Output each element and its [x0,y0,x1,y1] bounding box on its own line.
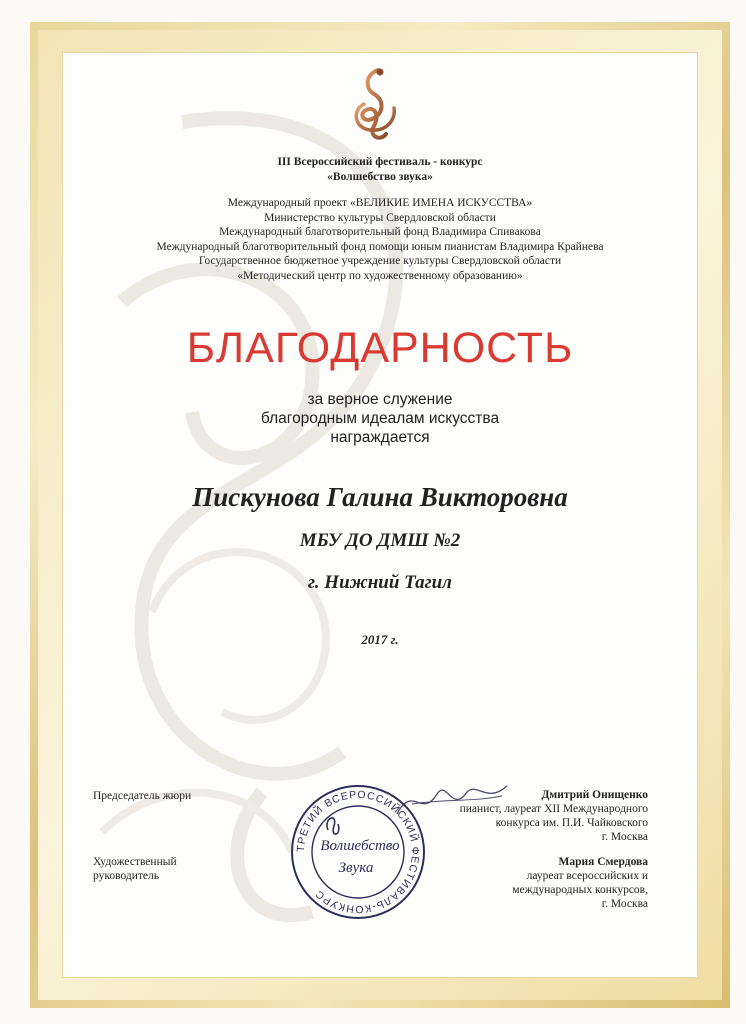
organizer-line: «Методический центр по художественному образованию» [237,269,523,282]
certificate-year: 2017 г. [361,632,399,647]
director-desc-line: лауреат всероссийских и [526,870,648,882]
chair-desc-line: конкурса им. П.И. Чайковского [495,817,648,829]
stamp-clef-icon [327,818,339,834]
festival-name [62,155,698,185]
stamp-ring-text: ТРЕТИЙ ВСЕРОССИЙСКИЙ ФЕСТИВАЛЬ-КОНКУРС [294,788,422,916]
organizer-line: Государственное бюджетное учреждение культуры Свердловской области [198,255,562,268]
director-desc-line: г. Москва [601,898,648,910]
director-label [93,855,177,883]
chair-desc-line: г. Москва [601,831,648,843]
festival-logo-icon [344,64,408,144]
festival-line-1: III Всероссийский фестиваль - конкурс [277,156,483,168]
official-stamp [288,782,428,922]
chair-label: Председатель жюри [93,790,192,802]
director-name: Мария Смердова [558,856,648,868]
chair-name: Дмитрий Онищенко [541,789,648,801]
organizer-line: Международный благотворительный фонд Владимира Спивакова [219,226,541,239]
director-label-line: Художественный [93,856,177,868]
subtitle-line: награждается [330,429,430,446]
festival-line-2: «Волшебство звука» [327,171,433,183]
recipient-name: Пискунова Галина Викторовна [192,482,568,512]
subtitle-line: благородным идеалам искусства [260,410,500,427]
organizer-line: Международный благотворительный фонд помощи юным пианистам Владимира Крайнева [156,240,604,253]
organizers-list [62,196,698,284]
recipient-city: г. Нижний Тагил [308,572,452,593]
director-desc-line: международных конкурсов, [512,884,648,896]
certificate-subtitle [62,390,698,447]
organizer-line: Международный проект «ВЕЛИКИЕ ИМЕНА ИСКУССТВА» [227,197,533,209]
director-label-line: руководитель [93,870,159,882]
organizer-line: Министерство культуры Свердловской области [264,211,496,224]
certificate-content [62,52,698,978]
subtitle-line: за верное служение [307,391,453,408]
stamp-center-line-1: Волшебство [320,838,400,854]
chair-desc-line: пианист, лауреат XII Международного [459,803,648,815]
recipient-school: МБУ ДО ДМШ №2 [299,530,461,551]
certificate-title: БЛАГОДАРНОСТЬ [186,324,574,372]
stamp-center-line-2: Звука [338,860,374,876]
